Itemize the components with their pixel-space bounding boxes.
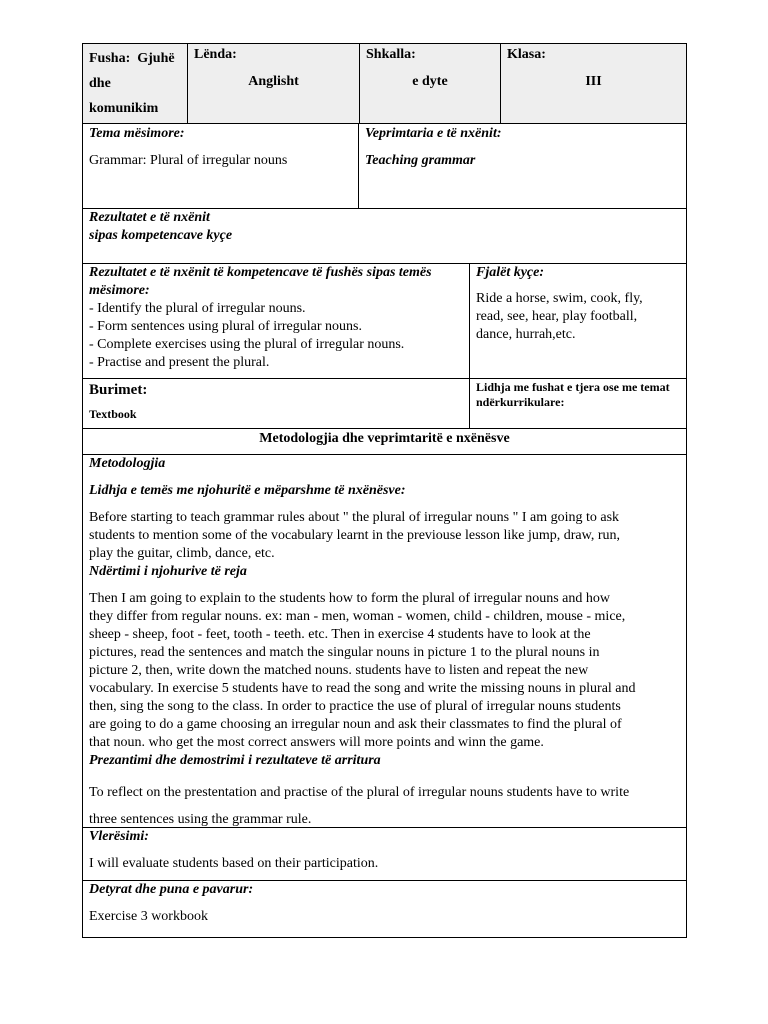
lidhja-label: Lidhja me fushat e tjera ose me temat [476,380,670,394]
new-knowledge-line: are going to do a game choosing an irregular noun and ask their classmates to find the plural of [89,717,622,732]
new-knowledge-line: sheep - sheep, foot - feet, tooth - teeth. etc. Then in exercise 4 students have to look at the [89,627,591,642]
new-knowledge-line: they differ from regular nouns. ex: man - men, woman - women, child - children, mouse - mice, [89,609,626,624]
new-knowledge-line: vocabulary. In exercise 5 students have to read the song and write the missing nouns in plural and [89,681,636,696]
shkalla-value: e dyte [412,74,448,89]
lesson-plan-table [82,43,687,938]
veprimtaria-value: Teaching grammar [365,153,476,168]
prior-knowledge-line: Before starting to teach grammar rules about " the plural of irregular nouns " I am going to ask [89,510,620,525]
keywords-line1: Ride a horse, swim, cook, fly, [476,291,643,306]
klasa-cell [500,44,686,123]
resources-row [83,379,686,429]
lidhja-cell [469,379,686,428]
assessment-cell [83,828,686,880]
methodology-cell [83,455,686,827]
new-knowledge-line: picture 2, then, write down the matched nouns. students have to listen and repeat the new [89,663,589,678]
outcome-item: - Identify the plural of irregular nouns. [89,301,306,316]
methodology-heading: Metodologjia dhe veprimtaritë e nxënësve [259,431,510,446]
assessment-label: Vlerësimi: [89,829,149,844]
fusha-cell [83,44,187,123]
lidhja-temes-label: Lidhja e temës me njohuritë e mëparshme të nxënësve: [89,483,406,498]
prior-knowledge-line: play the guitar, climb, dance, etc. [89,546,275,561]
topic-row [83,124,686,209]
burimet-cell [83,379,469,428]
key-competences-line1: Rezultatet e të nxënit [89,210,210,225]
lenda-label: Lënda: [194,47,237,62]
homework-value: Exercise 3 workbook [89,909,208,924]
klasa-label: Klasa: [507,47,546,62]
veprimtaria-label: Veprimtaria e të nxënit: [365,126,502,141]
outcome-item: - Practise and present the plural. [89,355,270,370]
assessment-value: I will evaluate students based on their participation. [89,856,379,871]
keywords-label: Fjalët kyçe: [476,265,545,280]
keywords-line3: dance, hurrah,etc. [476,327,576,342]
prezantimi-label: Prezantimi dhe demostrimi i rezultateve të arritura [89,753,381,768]
veprimtaria-cell [358,124,686,208]
homework-cell [83,881,686,937]
new-knowledge-text [89,590,680,752]
fusha-value-line2: dhe [89,76,111,91]
new-knowledge-line: Then I am going to explain to the students how to form the plural of irregular nouns and how [89,591,611,606]
homework-label: Detyrat dhe puna e pavarur: [89,882,254,897]
assessment-row [83,828,686,881]
homework-row [83,881,686,937]
keywords-cell [469,264,686,378]
new-knowledge-line: then, sing the song to the class. In order to practice the use of plural of irregular nouns students [89,699,621,714]
tema-cell [83,124,358,208]
new-knowledge-line: pictures, read the sentences and match the singular nouns in picture 1 to the plural nouns in [89,645,600,660]
shkalla-cell [359,44,500,123]
tema-value: Grammar: Plural of irregular nouns [89,153,288,168]
outcomes-label: Rezultatet e të nxënit të kompetencave të fushës sipas temës [89,265,432,280]
fusha-value-line3: komunikim [89,101,159,116]
key-competences-line2: sipas kompetencave kyçe [89,228,233,243]
outcome-item: - Form sentences using plural of irregular nouns. [89,319,362,334]
fusha-label: Fusha: [89,51,131,66]
burimet-value: Textbook [89,407,137,421]
header-row [83,44,686,124]
ndertimi-label: Ndërtimi i njohurive të reja [89,564,247,579]
metodologjia-label: Metodologjia [89,456,166,471]
klasa-value: III [585,74,602,89]
tema-label: Tema mësimore: [89,126,185,141]
key-competences-cell [83,209,686,263]
fusha-value: Gjuhë [137,51,175,66]
burimet-label: Burimet: [89,382,148,398]
outcomes-cell [83,264,469,378]
keywords-line2: read, see, hear, play football, [476,309,638,324]
methodology-heading-row [83,429,686,455]
shkalla-label: Shkalla: [366,47,416,62]
lenda-value: Anglisht [248,74,299,89]
outcomes-row [83,264,686,379]
methodology-row [83,455,686,828]
reflection-line: three sentences using the grammar rule. [89,812,312,827]
prior-knowledge-line: students to mention some of the vocabulary learnt in the previouse lesson like jump, draw, run, [89,528,620,543]
outcome-item: - Complete exercises using the plural of irregular nouns. [89,337,405,352]
outcomes-label-line2: mësimore: [89,283,150,298]
lenda-cell [187,44,359,123]
key-competences-row [83,209,686,264]
new-knowledge-line: that noun. who get the most correct answers will more points and winn the game. [89,735,544,750]
prior-knowledge-text [89,509,680,563]
reflection-text [89,779,680,833]
lidhja-label-line2: ndërkurrikulare: [476,395,565,409]
reflection-line: To reflect on the prestentation and practise of the plural of irregular nouns students have to write [89,785,630,800]
